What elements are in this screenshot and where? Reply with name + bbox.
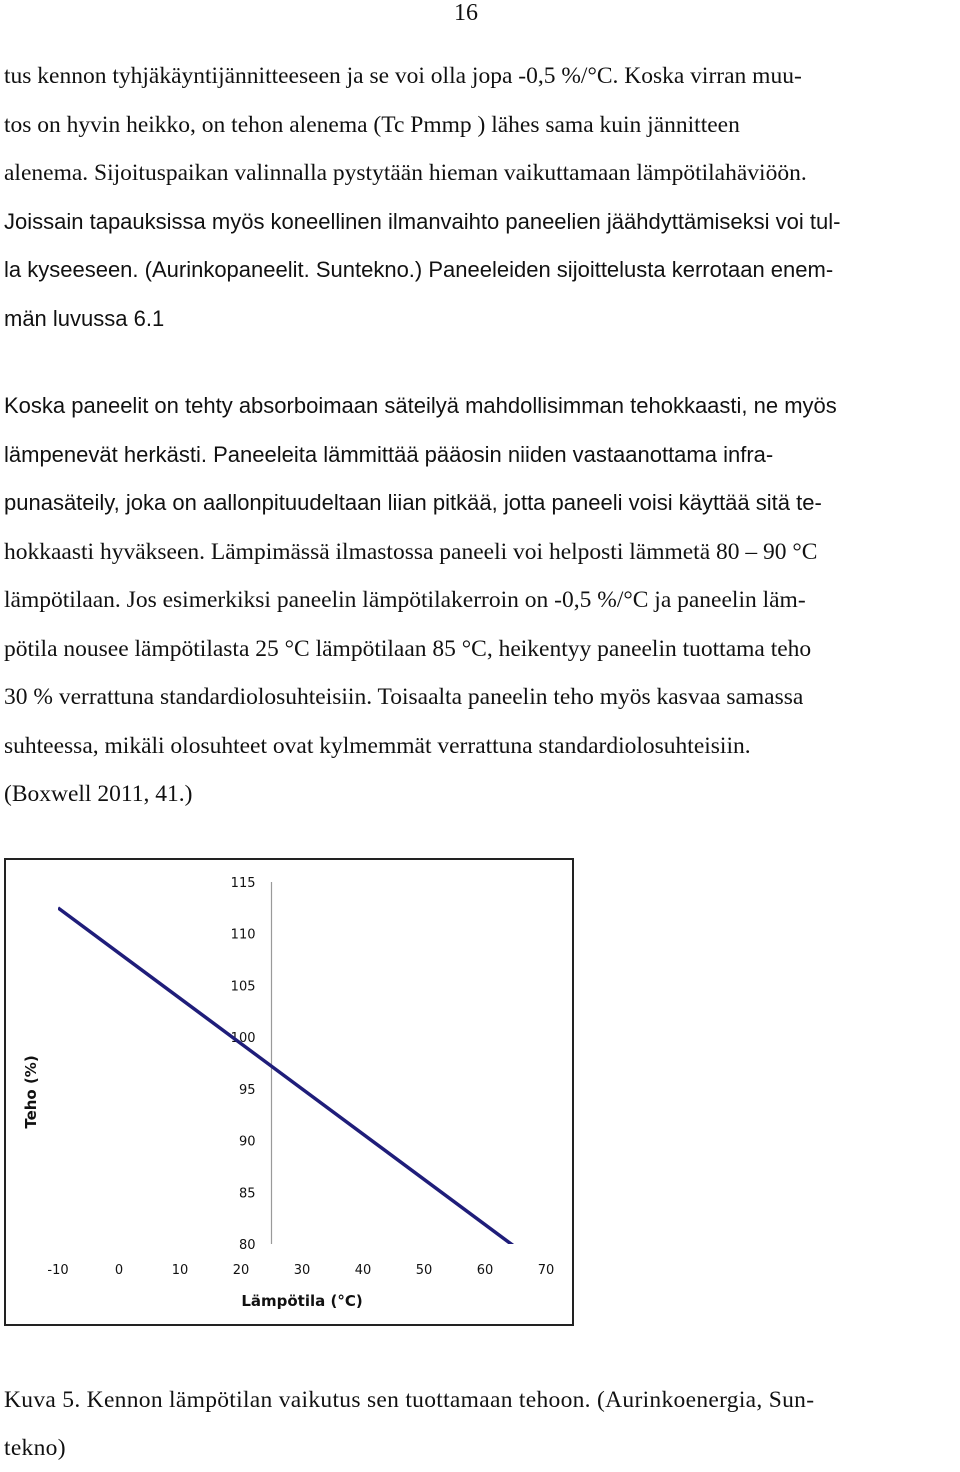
- text-line: tus kennon tyhjäkäyntijännitteeseen ja se voi olla jopa -0,5 %/°C. Koska virran muu-: [4, 63, 802, 89]
- text-line: tos on hyvin heikko, on tehon alenema (Tc Pmmp ) lähes sama kuin jännitteen: [4, 111, 740, 138]
- x-tick-label: 10: [171, 1263, 189, 1278]
- x-tick-label: 20: [232, 1263, 250, 1278]
- y-tick-label: 115: [230, 876, 256, 891]
- text-line: la kyseeseen. (Aurinkopaneelit. Suntekno.) Paneeleiden sijoittelusta kerrotaan enem-: [4, 257, 834, 282]
- y-axis-label: Teho (%): [22, 1055, 40, 1129]
- x-tick-label: 50: [415, 1263, 433, 1278]
- figure-caption: [4, 1376, 948, 1472]
- text-line: alenema. Sijoituspaikan valinnalla pystytään hieman vaikuttamaan lämpötilahäviöön.: [4, 160, 807, 186]
- y-tick-label: 85: [238, 1186, 256, 1202]
- text-line: män luvussa 6.1: [4, 305, 165, 331]
- x-tick-label: 40: [354, 1263, 372, 1278]
- text-line: (Boxwell 2011, 41.): [4, 781, 193, 807]
- text-line: lämpenevät herkästi. Paneeleita lämmittää pääosin niiden vastaanottama infra-: [4, 441, 774, 467]
- x-tick-label: 70: [537, 1263, 555, 1278]
- paragraph-1: [4, 52, 948, 343]
- caption-line: tekno): [4, 1435, 66, 1461]
- text-line: lämpötilaan. Jos esimerkiksi paneelin lämpötilakerroin on -0,5 %/°C ja paneelin läm-: [4, 587, 806, 613]
- temperature-power-chart: [6, 860, 572, 1324]
- text-line: hokkaasti hyväkseen. Lämpimässä ilmastossa paneeli voi helposti lämmetä 80 – 90 °C: [4, 538, 818, 565]
- text-line: suhteessa, mikäli olosuhteet ovat kylmemmät verrattuna standardiolosuhteisiin.: [4, 732, 751, 759]
- text-line: 30 % verrattuna standardiolosuhteisiin. Toisaalta paneelin teho myös kasvaa samassa: [4, 684, 804, 710]
- y-tick-label: 110: [230, 927, 256, 943]
- caption-line: Kuva 5. Kennon lämpötilan vaikutus sen tuottamaan tehoon. (Aurinkoenergia, Sun-: [4, 1387, 815, 1413]
- x-tick-label: 0: [114, 1263, 124, 1278]
- text-line: Koska paneelit on tehty absorboimaan säteilyä mahdollisimman tehokkaasti, ne myös: [4, 393, 837, 418]
- text-line: punasäteily, joka on aallonpituudeltaan liian pitkää, jotta paneeli voisi käyttää sitä te-: [4, 490, 822, 515]
- y-tick-label: 105: [230, 979, 256, 995]
- y-tick-label: 95: [238, 1082, 256, 1098]
- page-number: 16: [454, 0, 478, 26]
- x-tick-label: 30: [293, 1263, 311, 1278]
- figure-chart: [4, 858, 574, 1326]
- text-line: pötila nousee lämpötilasta 25 °C lämpötilaan 85 °C, heikentyy paneelin tuottama teho: [4, 635, 812, 662]
- y-tick-label: 80: [238, 1238, 256, 1253]
- y-tick-label: 90: [238, 1134, 256, 1150]
- x-axis-label: Lämpötila (°C): [241, 1292, 363, 1310]
- paragraph-2: [4, 382, 948, 819]
- text-line: Joissain tapauksissa myös koneellinen ilmanvaihto paneelien jäähdyttämiseksi voi tul-: [4, 208, 841, 234]
- x-tick-label: 60: [476, 1263, 494, 1278]
- x-tick-label: -10: [47, 1263, 69, 1278]
- y-tick-label: 100: [230, 1031, 256, 1047]
- series-line: [58, 908, 546, 1270]
